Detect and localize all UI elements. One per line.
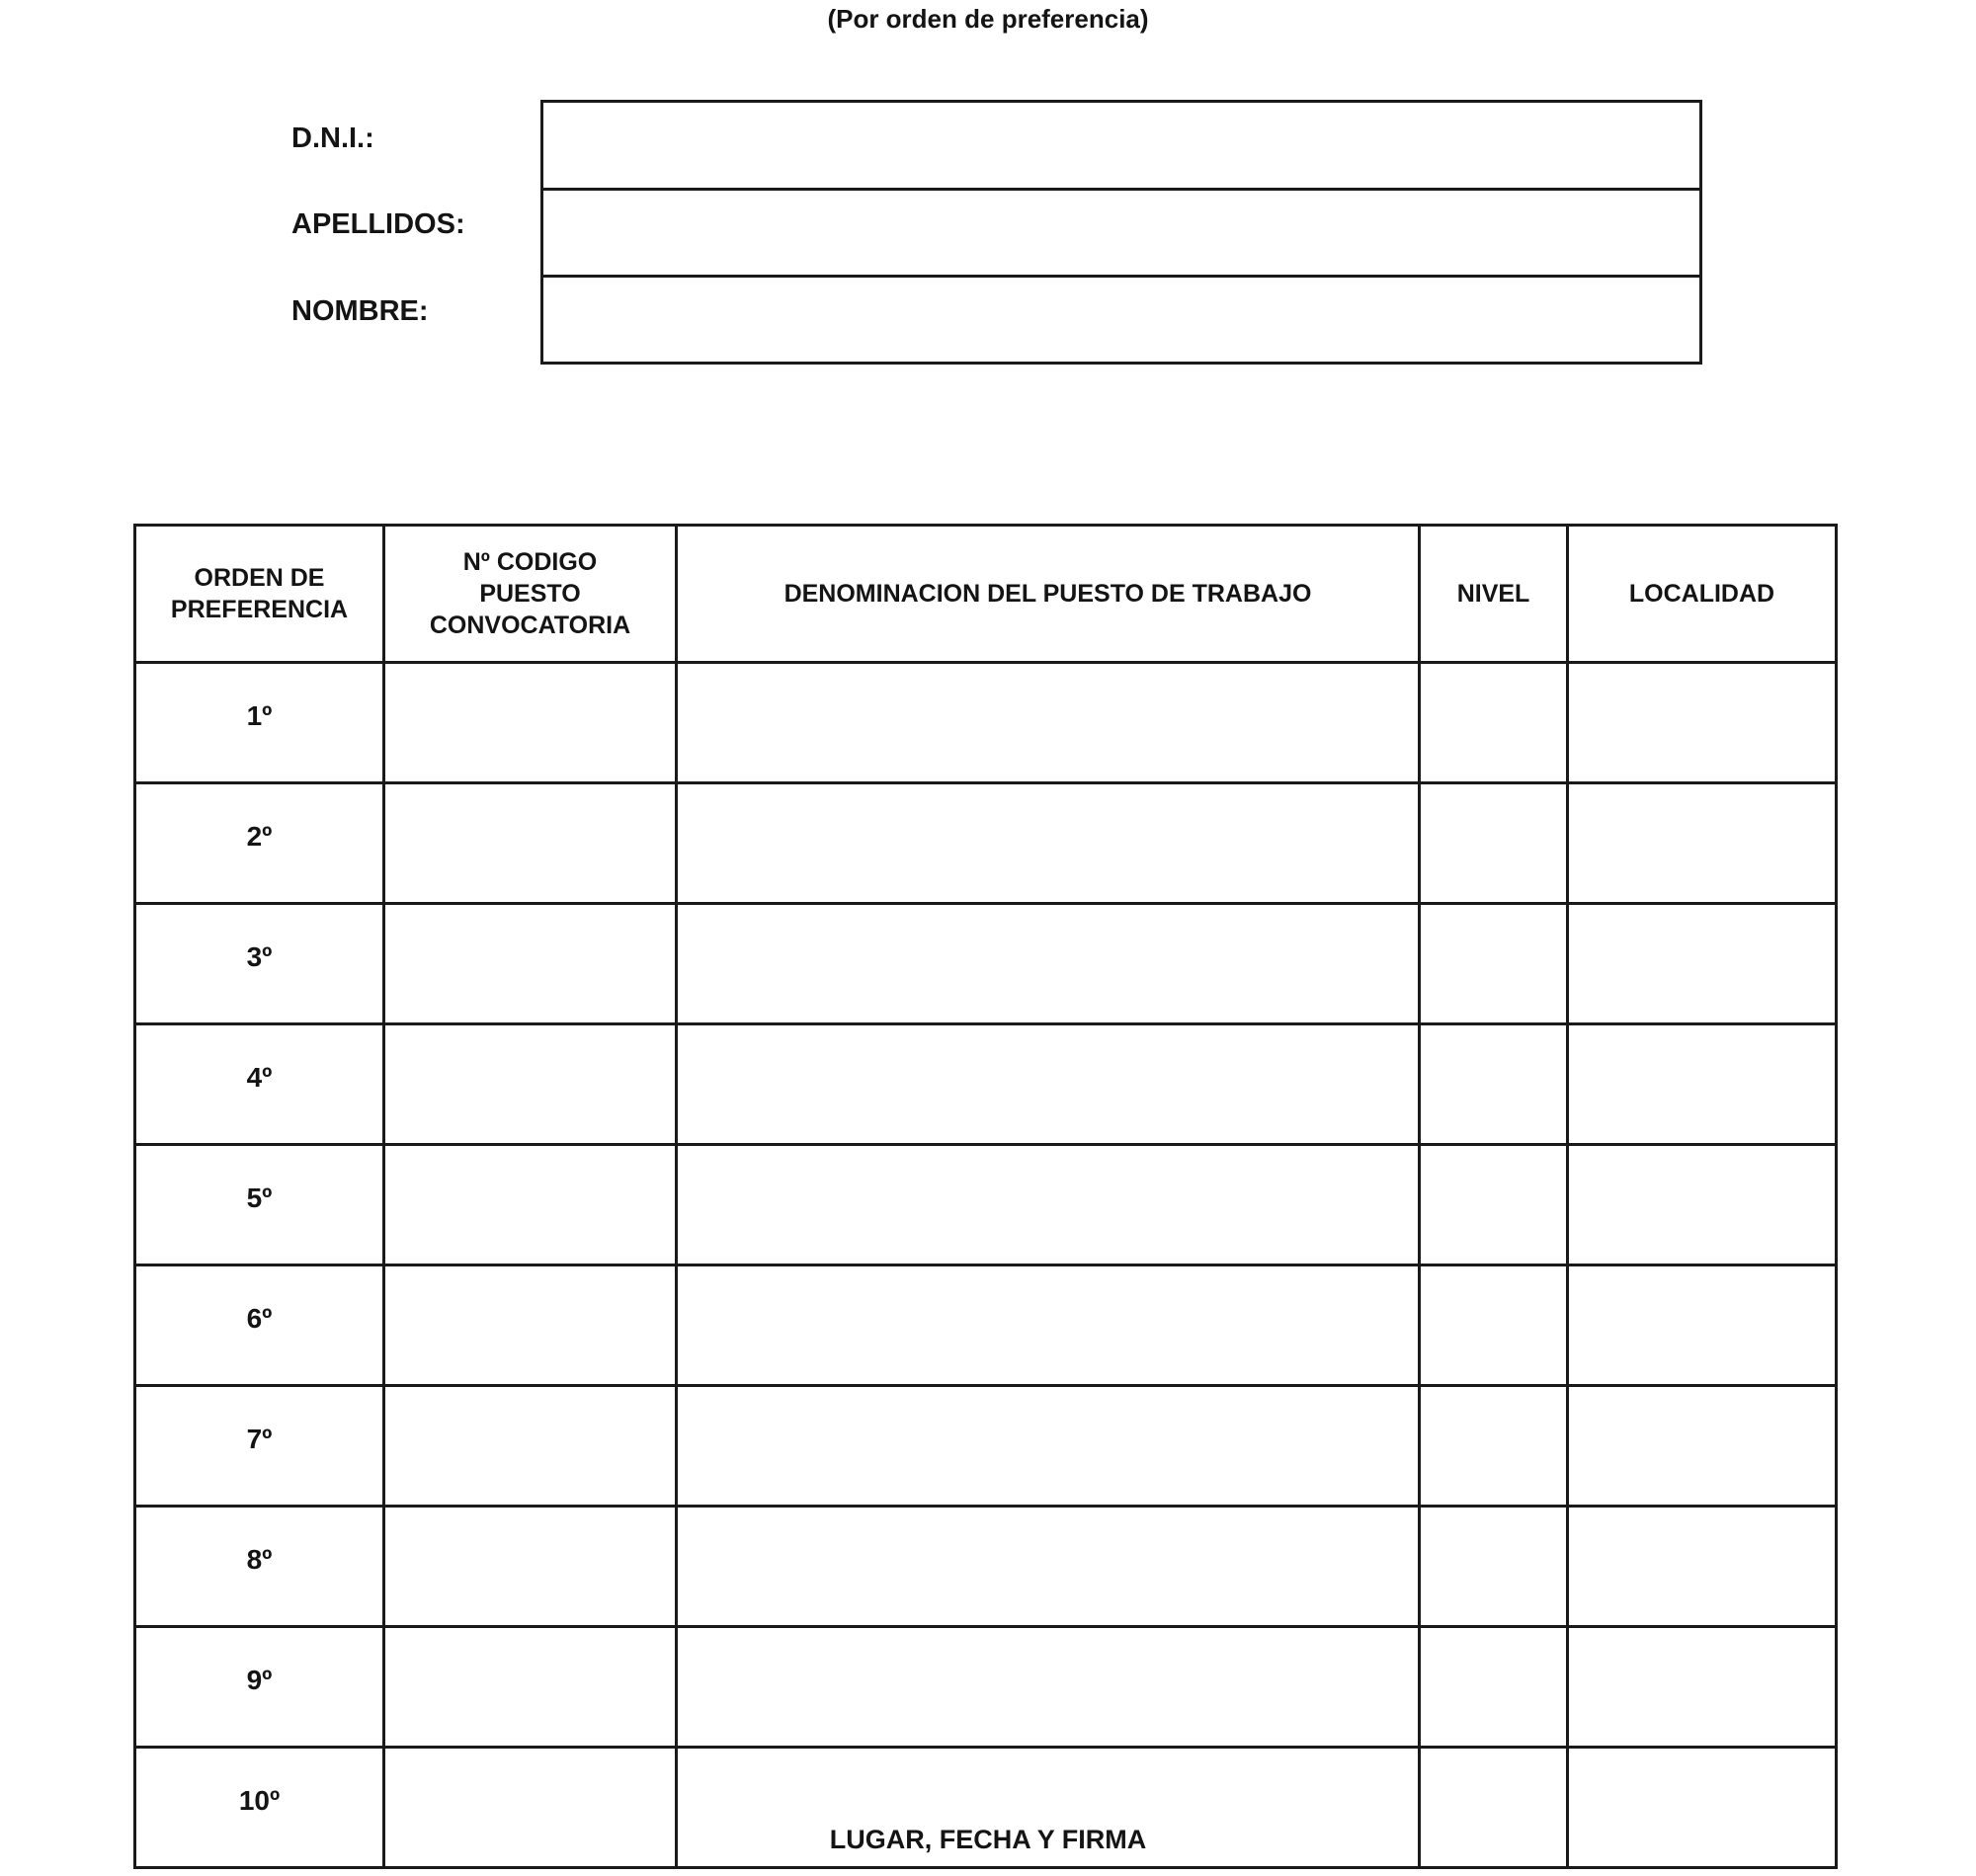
page-subtitle: (Por orden de preferencia): [827, 4, 1149, 34]
order-cell: 3º: [135, 904, 384, 1024]
nivel-cell[interactable]: [1420, 663, 1568, 783]
codigo-cell[interactable]: [384, 1386, 677, 1507]
order-cell: 10º: [135, 1748, 384, 1868]
codigo-cell[interactable]: [384, 904, 677, 1024]
dni-field[interactable]: [540, 100, 1702, 191]
table-row: [135, 1024, 1837, 1145]
apellidos-label: APELLIDOS:: [291, 208, 465, 240]
order-cell: 2º: [135, 783, 384, 904]
localidad-cell[interactable]: [1568, 663, 1837, 783]
table-row: [135, 1386, 1837, 1507]
localidad-cell[interactable]: [1568, 783, 1837, 904]
apellidos-field[interactable]: [540, 188, 1702, 278]
denominacion-cell[interactable]: [677, 904, 1420, 1024]
table-row: [135, 1145, 1837, 1265]
table-row: [135, 1265, 1837, 1386]
localidad-cell[interactable]: [1568, 1627, 1837, 1748]
denominacion-cell[interactable]: [677, 783, 1420, 904]
denominacion-cell[interactable]: [677, 1627, 1420, 1748]
localidad-cell[interactable]: [1568, 1024, 1837, 1145]
codigo-cell[interactable]: [384, 783, 677, 904]
signature-label: LUGAR, FECHA Y FIRMA: [829, 1825, 1147, 1854]
nombre-label: NOMBRE:: [291, 295, 429, 327]
order-cell: 4º: [135, 1024, 384, 1145]
header-localidad: LOCALIDAD: [1568, 526, 1837, 663]
order-cell: 7º: [135, 1386, 384, 1507]
header-denominacion: DENOMINACION DEL PUESTO DE TRABAJO: [677, 526, 1420, 663]
table-row: [135, 1627, 1837, 1748]
nombre-field[interactable]: [540, 275, 1702, 365]
nivel-cell[interactable]: [1420, 1507, 1568, 1627]
localidad-cell[interactable]: [1568, 1507, 1837, 1627]
preference-table: [133, 524, 1838, 1869]
table-row: [135, 904, 1837, 1024]
order-cell: 5º: [135, 1145, 384, 1265]
nivel-cell[interactable]: [1420, 904, 1568, 1024]
table-row: [135, 1507, 1837, 1627]
header-orden-preferencia: ORDEN DE PREFERENCIA: [135, 526, 384, 663]
order-cell: 9º: [135, 1627, 384, 1748]
codigo-cell[interactable]: [384, 1627, 677, 1748]
codigo-cell[interactable]: [384, 1145, 677, 1265]
nivel-cell[interactable]: [1420, 1265, 1568, 1386]
nivel-cell[interactable]: [1420, 1145, 1568, 1265]
denominacion-cell[interactable]: [677, 1265, 1420, 1386]
table-row: [135, 783, 1837, 904]
nivel-cell[interactable]: [1420, 783, 1568, 904]
denominacion-cell[interactable]: [677, 1145, 1420, 1265]
denominacion-cell[interactable]: [677, 1024, 1420, 1145]
header-nivel: NIVEL: [1420, 526, 1568, 663]
nivel-cell[interactable]: [1420, 1627, 1568, 1748]
dni-label: D.N.I.:: [291, 122, 374, 154]
denominacion-cell[interactable]: [677, 663, 1420, 783]
denominacion-cell[interactable]: [677, 1386, 1420, 1507]
order-cell: 1º: [135, 663, 384, 783]
table-row: [135, 663, 1837, 783]
codigo-cell[interactable]: [384, 1507, 677, 1627]
nivel-cell[interactable]: [1420, 1024, 1568, 1145]
header-codigo-puesto: Nº CODIGO PUESTO CONVOCATORIA: [384, 526, 677, 663]
table-header-row: [135, 526, 1837, 663]
localidad-cell[interactable]: [1568, 904, 1837, 1024]
nivel-cell[interactable]: [1420, 1386, 1568, 1507]
localidad-cell[interactable]: [1568, 1265, 1837, 1386]
codigo-cell[interactable]: [384, 1265, 677, 1386]
codigo-cell[interactable]: [384, 1024, 677, 1145]
localidad-cell[interactable]: [1568, 1145, 1837, 1265]
order-cell: 8º: [135, 1507, 384, 1627]
order-cell: 6º: [135, 1265, 384, 1386]
denominacion-cell[interactable]: [677, 1507, 1420, 1627]
localidad-cell[interactable]: [1568, 1386, 1837, 1507]
codigo-cell[interactable]: [384, 663, 677, 783]
